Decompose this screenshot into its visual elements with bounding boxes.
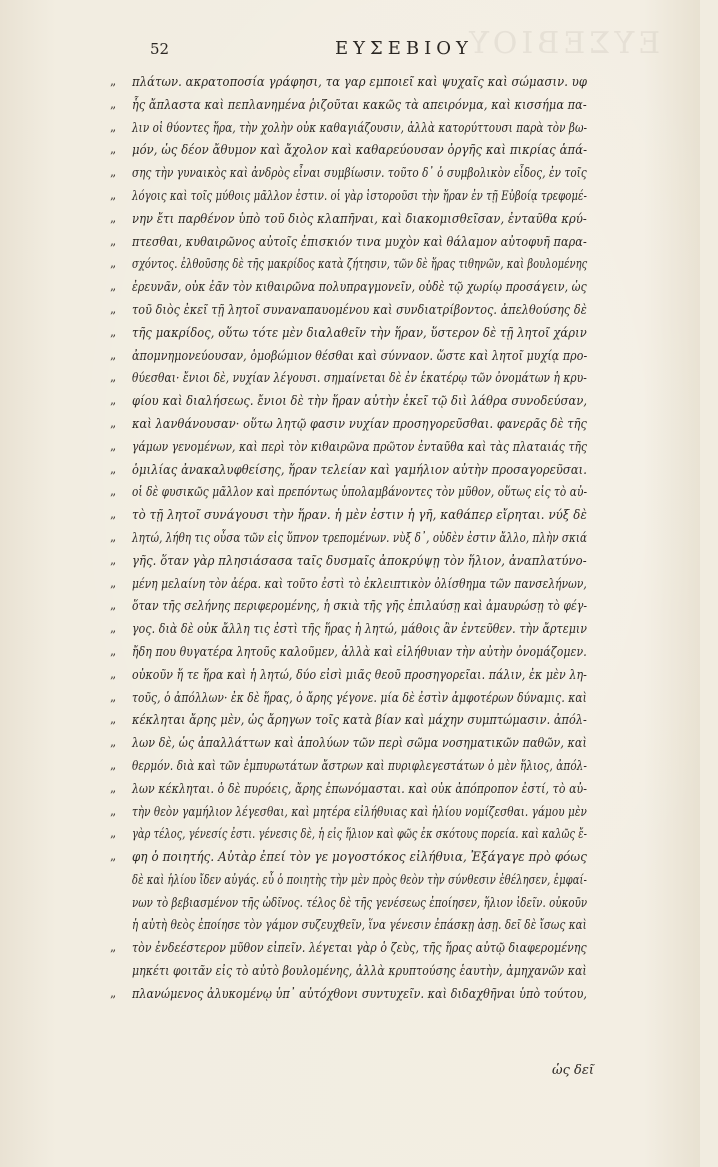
- quotation-mark: „: [110, 757, 117, 772]
- line-text: ἡ αὐτὴ θεὸς ἐποίησε τὸν γάμον συζευχθεῖν, ἵνα γένεσιν ἐπάσκῃ ἀσῃ. δεῖ δὲ ἴσως καὶ: [132, 917, 587, 933]
- quotation-mark: „: [110, 849, 117, 864]
- quotation-mark: „: [110, 301, 117, 316]
- quotation-mark: „: [110, 575, 117, 590]
- line-text: λων δὲ, ὡς ἀπαλλάττων καὶ ἀπολύων τῶν περὶ σῶμα νοσηματικῶν παθῶν, καὶ: [132, 735, 587, 751]
- body-text: [110, 70, 602, 1005]
- text-line: [110, 800, 602, 823]
- text-line: [110, 936, 602, 959]
- text-line: [110, 252, 602, 275]
- text-line: [132, 868, 602, 891]
- quotation-mark: „: [110, 256, 117, 271]
- text-line: [110, 822, 602, 845]
- text-line: [110, 845, 602, 868]
- text-line: [110, 321, 602, 344]
- line-text: τοῦς, ὁ ἀπόλλων· ἐκ δὲ ἥρας, ὁ ἄρης γέγονε. μία δὲ ἐστὶν ἀμφοτέρων δύναμις. καὶ: [132, 689, 587, 705]
- line-text: τῆς μακρίδος, οὕτω τότε μὲν διαλαθεῖν τὴν ἥραν, ὕστερον δὲ τῇ λητοῖ χάριν: [132, 324, 587, 340]
- line-text: κέκληται ἄρης μὲν, ὡς ἄρηγων τοῖς κατὰ βίαν καὶ μάχην συμπτώμασιν. ἀπόλ-: [132, 712, 587, 728]
- line-text: τὴν θεὸν γαμήλιον λέγεσθαι, καὶ μητέρα εἰλήθυιας καὶ ἡλίου νομίζεσθαι. γάμου μὲν: [132, 803, 587, 819]
- line-text: τὸν ἐνδεέστερον μῦθον εἰπεῖν. λέγεται γὰρ ὁ ζεὺς, τῆς ἥρας αὐτῷ διαφερομένης: [132, 940, 587, 956]
- page-header: [130, 38, 570, 66]
- line-text: ὁμιλίας ἀνακαλυφθείσης, ἥραν τελείαν καὶ γαμήλιον αὐτὴν προσαγορεῦσαι.: [132, 461, 587, 477]
- text-line: [110, 708, 602, 731]
- quotation-mark: „: [110, 187, 117, 202]
- line-text: θερμόν. διὰ καὶ τῶν ἐμπυρωτάτων ἄστρων καὶ πυριφλεγεστάτων ὁ μὲν ἥλιος, ἀπόλ-: [132, 757, 587, 773]
- quotation-mark: „: [110, 643, 117, 658]
- text-line: [110, 594, 602, 617]
- text-line: [110, 207, 602, 230]
- line-text: λιν οἱ θύοντες ἥρα, τὴν χολὴν οὐκ καθαγιάζουσιν, ἀλλὰ κατορύττουσι παρὰ τὸν βω-: [132, 119, 588, 135]
- quotation-mark: „: [110, 621, 117, 636]
- line-text: ἀπομνημονεύουσαν, ὁμοβώμιον θέσθαι καὶ σύνναον. ὥστε καὶ λητοῖ μυχίᾳ προ-: [132, 347, 588, 363]
- line-text: μηκέτι φοιτᾶν εἰς τὸ αὐτὸ βουλομένης, ἀλλὰ κρυπτούσης ἑαυτὴν, ἀμηχανῶν καὶ: [132, 963, 587, 979]
- quotation-mark: „: [110, 233, 117, 248]
- line-text: πλάτων. ακρατοποσία γράφησι, τα γαρ εμποιεῖ καὶ ψυχαῖς καὶ σώμασιν. υφ: [132, 74, 588, 89]
- line-text: πλανώμενος ἀλυκομένῳ ὑπ᾽ αὐτόχθονι συντυχεῖν. καὶ διδαχθῆναι ὑπὸ τούτου,: [132, 985, 588, 1001]
- line-text: ἐρευνᾶν, οὐκ ἐᾶν τὸν κιθαιρῶνα πολυπραγμονεῖν, οὐδὲ τῷ χωρίῳ προσάγειν, ὡς: [132, 279, 587, 295]
- line-text: οἱ δὲ φυσικῶς μᾶλλον καὶ πρεπόντως ὑπολαμβάνοντες τὸν μῦθον, οὕτως εἰς τὸ αὐ-: [132, 484, 588, 500]
- line-text: τοῦ διὸς ἐκεῖ τῇ λητοῖ συναναπαυομένου καὶ συνδιατρίβοντος. ἀπελθούσης δὲ: [132, 301, 587, 317]
- quotation-mark: „: [110, 438, 117, 453]
- quotation-mark: „: [110, 712, 117, 727]
- quotation-mark: „: [110, 529, 117, 544]
- text-line: [110, 754, 602, 777]
- quotation-mark: „: [110, 370, 117, 385]
- text-line: [110, 617, 602, 640]
- quotation-mark: „: [110, 803, 117, 818]
- quotation-mark: „: [110, 347, 117, 362]
- text-line: [110, 344, 602, 367]
- line-text: καὶ λανθάνουσαν· οὕτω λητῷ φασιν νυχίαν προσηγορεῦσθαι. φανερᾶς δὲ τῆς: [132, 415, 587, 431]
- line-text: φη ὁ ποιητής. Αὐτὰρ ἐπεί τὸν γε μογοστόκος εἰλήθυια, Ἐξάγαγε πρὸ φόως: [132, 849, 587, 865]
- quotation-mark: „: [110, 552, 117, 567]
- quotation-mark: „: [110, 507, 117, 522]
- line-text: γῆς. ὅταν γὰρ πλησιάσασα ταῖς δυσμαῖς ἀποκρύψῃ τὸν ἥλιον, ἀναπλατύνο-: [132, 552, 587, 568]
- line-text: γάμων γενομένων, καὶ περὶ τὸν κιθαιρῶνα πρῶτον ἐνταῦθα καὶ τὰς πλαταιάς τῆς: [132, 438, 588, 454]
- text-line: [110, 230, 602, 253]
- text-line: [132, 913, 602, 936]
- text-line: [110, 731, 602, 754]
- quotation-mark: „: [110, 484, 117, 499]
- line-text: νην ἔτι παρθένον ὑπὸ τοῦ διὸς κλαπῆναι, καὶ διακομισθεῖσαν, ἐνταῦθα κρύ-: [132, 210, 587, 226]
- text-line: [110, 298, 602, 321]
- quotation-mark: „: [110, 598, 117, 613]
- quotation-mark: „: [110, 415, 117, 430]
- quotation-mark: „: [110, 165, 117, 180]
- text-line: [110, 777, 602, 800]
- page-number: 52: [150, 40, 170, 58]
- line-text: νων τὸ βεβιασμένον τῆς ὠδῖνος. τέλος δὲ τῆς γενέσεως ἐποίησεν, ἥλιον ἰδεῖν. οὐκοῦν: [132, 894, 588, 910]
- quotation-mark: „: [110, 826, 117, 841]
- line-text: λόγοις καὶ τοῖς μύθοις μᾶλλον ἐστιν. οἱ γὰρ ἱστοροῦσι τὴν ἥραν ἐν τῇ Εὐβοίᾳ τρεφομέ-: [132, 187, 588, 203]
- quotation-mark: „: [110, 324, 117, 339]
- text-line: [132, 891, 602, 914]
- line-text: θύεσθαι· ἔνιοι δὲ, νυχίαν λέγουσι. σημαίνεται δὲ ἐν ἑκατέρῳ τῶν ὀνομάτων ἡ κρυ-: [132, 370, 587, 386]
- quotation-mark: „: [110, 210, 117, 225]
- line-text: οὐκοῦν ἥ τε ἥρα καὶ ἡ λητώ, δύο εἰσὶ μιᾶς θεοῦ προσηγορεῖαι. πάλιν, ἐκ μὲν λη-: [132, 666, 587, 682]
- line-text: μόν, ὡς δέον ἄθυμον καὶ ἄχολον καὶ καθαρεύουσαν ὀργῆς καὶ πικρίας ἁπά-: [132, 142, 588, 158]
- quotation-mark: „: [110, 96, 117, 111]
- quotation-mark: „: [110, 735, 117, 750]
- text-line: [110, 572, 602, 595]
- line-text: γος. διὰ δὲ οὐκ ἄλλη τις ἐστὶ τῆς ἥρας ἡ λητώ, μάθοις ἂν ἐντεῦθεν. τὴν ἄρτεμιν: [132, 621, 588, 637]
- line-text: γὰρ τέλος, γένεσίς ἐστι. γένεσις δὲ, ἡ εἰς ἥλιον καὶ φῶς ἐκ σκότους πορεία. καὶ καλῶς ἔ-: [132, 826, 588, 842]
- line-text: σης τὴν γυναικὸς καὶ ἀνδρὸς εἶναι συμβίωσιν. τοῦτο δ᾽ ὁ συμβολικὸν εἶδος, ἐν τοῖς: [132, 165, 587, 181]
- text-line: [110, 93, 602, 116]
- line-text: φίου καὶ διαλήσεως. ἔνιοι δὲ τὴν ἥραν αὐτὴν ἐκεῖ τῷ διὶ λάθρα συνοδεύσαν,: [132, 393, 588, 409]
- text-line: [110, 366, 602, 389]
- line-text: μένη μελαίνη τὸν ἀέρα. καὶ τοῦτο ἐστὶ τὸ ἐκλειπτικὸν ὀλίσθημα τῶν πανσελήνων,: [132, 575, 587, 591]
- quotation-mark: „: [110, 940, 117, 955]
- line-text: πτεσθαι, κυθαιρῶνος αὐτοῖς ἐπισκιόν τινα μυχὸν καὶ θάλαμον αὐτοφυῆ παρα-: [132, 233, 587, 249]
- text-line: [110, 663, 602, 686]
- text-line: [110, 686, 602, 709]
- quotation-mark: „: [110, 279, 117, 294]
- line-text: ἤδη που θυγατέρα λητοῦς καλοῦμεν, ἀλλὰ καὶ εἰλήθυιαν τὴν αὐτὴν ὀνομάζομεν.: [132, 643, 587, 659]
- quotation-mark: „: [110, 74, 117, 88]
- text-line: [110, 70, 602, 93]
- quotation-mark: „: [110, 689, 117, 704]
- text-line: [132, 959, 602, 982]
- text-line: [110, 138, 602, 161]
- quotation-mark: „: [110, 393, 117, 408]
- catchword: ὡς δεῖ: [552, 1063, 594, 1078]
- line-text: τὸ τῇ λητοῖ συνάγουσι τὴν ἥραν. ἡ μὲν ἐστιν ἡ γῆ, καθάπερ εἴρηται. νύξ δὲ: [132, 507, 587, 523]
- text-line: [110, 412, 602, 435]
- text-line: [110, 161, 602, 184]
- quotation-mark: „: [110, 780, 117, 795]
- line-text: ἧς ἄπλαστα καὶ πεπλανημένα ῥιζοῦται κακῶς τὰ απειρόνμα, καὶ κισσήμα πα-: [132, 96, 587, 112]
- text-line: [110, 503, 602, 526]
- text-line: [110, 982, 602, 1005]
- quotation-mark: „: [110, 985, 117, 1000]
- quotation-mark: „: [110, 666, 117, 681]
- line-text: σχόντος. ἐλθοῦσης δὲ τῆς μακρίδος κατὰ ζήτησιν, τῶν δὲ ἥρας τιθηνῶν, καὶ βουλομένης: [132, 256, 588, 272]
- text-line: [110, 480, 602, 503]
- text-line: [110, 389, 602, 412]
- running-title: ΕΥΣΕΒΙΟΥ: [335, 38, 473, 59]
- quotation-mark: „: [110, 461, 117, 476]
- quotation-mark: „: [110, 119, 117, 134]
- quotation-mark: „: [110, 142, 117, 157]
- line-text: λων κέκληται. ὁ δὲ πυρόεις, ἄρης ἐπωνόμασται. καὶ οὐκ ἀπόπροπον ἐστί, τὸ αὐ-: [132, 780, 588, 796]
- text-line: [110, 526, 602, 549]
- text-line: [110, 275, 602, 298]
- text-line: [110, 458, 602, 481]
- text-line: [110, 435, 602, 458]
- text-line: [110, 549, 602, 572]
- text-line: [110, 184, 602, 207]
- bleed-through-text: ΕΥΣΕΒΙΟΥ: [464, 26, 660, 61]
- line-text: ὅταν τῆς σελήνης περιφερομένης, ἡ σκιὰ τῆς γῆς ἐπιλαύσῃ καὶ ἀμαυρώσῃ τὸ φέγ-: [132, 598, 588, 614]
- text-line: [110, 116, 602, 139]
- text-line: [110, 640, 602, 663]
- line-text: δὲ καὶ ἡλίου ἴδεν αὐγάς. εὖ ὁ ποιητὴς τὴν μὲν πρὸς θεὸν τὴν σύνθεσιν ἐθέλησεν, ἐμφαί-: [132, 871, 587, 887]
- line-text: λητώ, λήθη τις οὖσα τῶν εἰς ὕπνον τρεπομένων. νὺξ δ᾽, οὐδὲν ἐστιν ἄλλο, πλὴν σκιά: [132, 529, 588, 545]
